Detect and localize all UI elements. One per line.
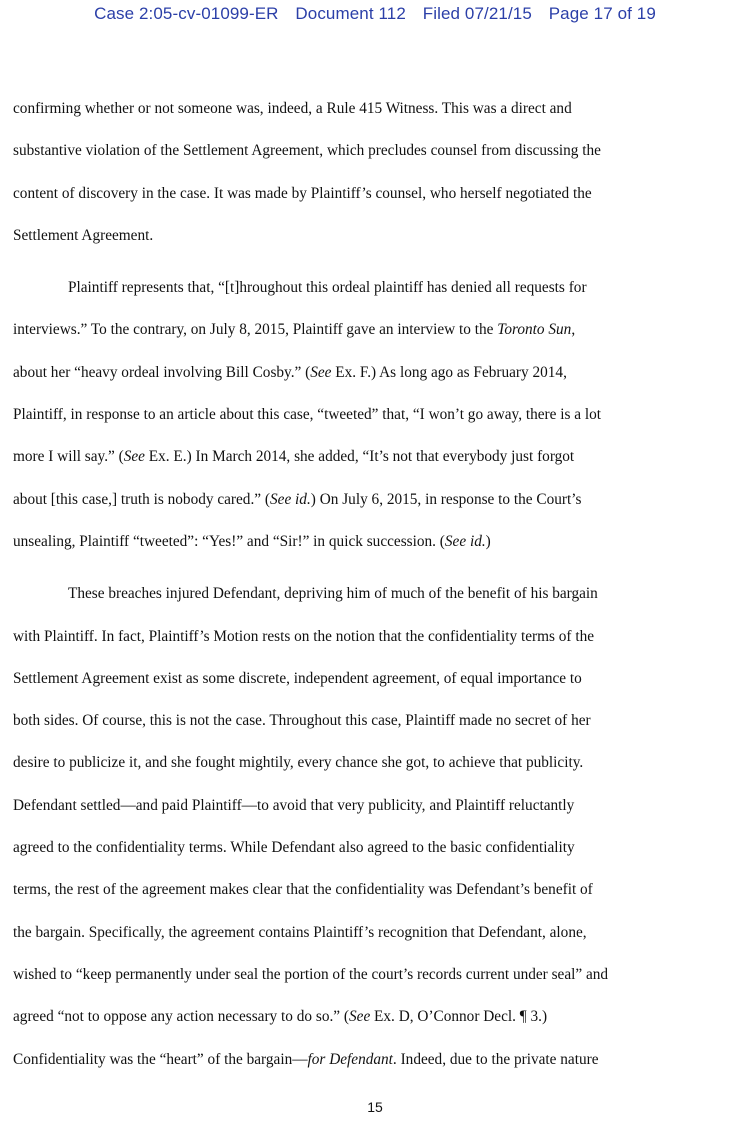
text-line: wished to “keep permanently under seal the portion of the court’s records current under seal” and (13, 965, 609, 983)
paragraph-1 (13, 88, 731, 257)
text-line: both sides. Of course, this is not the case. Throughout this case, Plaintiff made no secret of her (13, 712, 591, 730)
text-line: desire to publicize it, and she fought mightily, every chance she got, to achieve that publicity. (13, 754, 584, 772)
text-line: substantive violation of the Settlement Agreement, which precludes counsel from discussing the (13, 142, 601, 160)
case-number: Case 2:05-cv-01099-ER (94, 4, 279, 23)
document-body (13, 88, 731, 1081)
text-line: with Plaintiff. In fact, Plaintiff’s Motion rests on the notion that the confidentiality terms of the (13, 627, 595, 645)
text-line: agreed “not to oppose any action necessary to do so.” (See Ex. D, O’Connor Decl. ¶ 3.) (13, 1008, 548, 1026)
text-line: Plaintiff, in response to an article about this case, “tweeted” that, “I won’t go away, there is a lot (13, 406, 602, 424)
text-line: more I will say.” (See Ex. E.) In March 2014, she added, “It’s not that everybody just forgot (13, 448, 575, 466)
text-line: Settlement Agreement exist as some discrete, independent agreement, of equal importance to (13, 669, 582, 687)
ecf-header (0, 4, 750, 24)
text-line: about her “heavy ordeal involving Bill Cosby.” (See Ex. F.) As long ago as February 2014, (13, 363, 567, 381)
text-line: the bargain. Specifically, the agreement contains Plaintiff’s recognition that Defendant, alone, (13, 923, 587, 941)
paragraph-2 (13, 267, 731, 563)
text-line: These breaches injured Defendant, depriving him of much of the benefit of his bargain (68, 585, 598, 603)
text-line: Defendant settled—and paid Plaintiff—to avoid that very publicity, and Plaintiff reluctantly (13, 796, 575, 814)
text-line: Plaintiff represents that, “[t]hroughout this ordeal plaintiff has denied all requests for (68, 279, 587, 297)
text-line: agreed to the confidentiality terms. While Defendant also agreed to the basic confidentiality (13, 839, 575, 857)
text-line: content of discovery in the case. It was made by Plaintiff’s counsel, who herself negotiated the (13, 184, 592, 202)
page-of-total: Page 17 of 19 (548, 4, 656, 23)
filed-date: Filed 07/21/15 (422, 4, 532, 23)
text-line: about [this case,] truth is nobody cared.” (See id.) On July 6, 2015, in response to the Court’s (13, 490, 582, 508)
text-line: Settlement Agreement. (13, 226, 154, 244)
text-line: terms, the rest of the agreement makes clear that the confidentiality was Defendant’s benefit of (13, 881, 593, 899)
text-line: unsealing, Plaintiff “tweeted”: “Yes!” and “Sir!” in quick succession. (See id.) (13, 532, 491, 550)
paragraph-3 (13, 573, 731, 1081)
document-number: Document 112 (295, 4, 406, 23)
text-line: interviews.” To the contrary, on July 8, 2015, Plaintiff gave an interview to the Toronto Sun, (13, 321, 576, 339)
text-line: confirming whether or not someone was, indeed, a Rule 415 Witness. This was a direct and (13, 100, 572, 117)
text-line: Confidentiality was the “heart” of the bargain—for Defendant. Indeed, due to the private nature (13, 1050, 599, 1068)
page-number: 15 (367, 1099, 383, 1115)
